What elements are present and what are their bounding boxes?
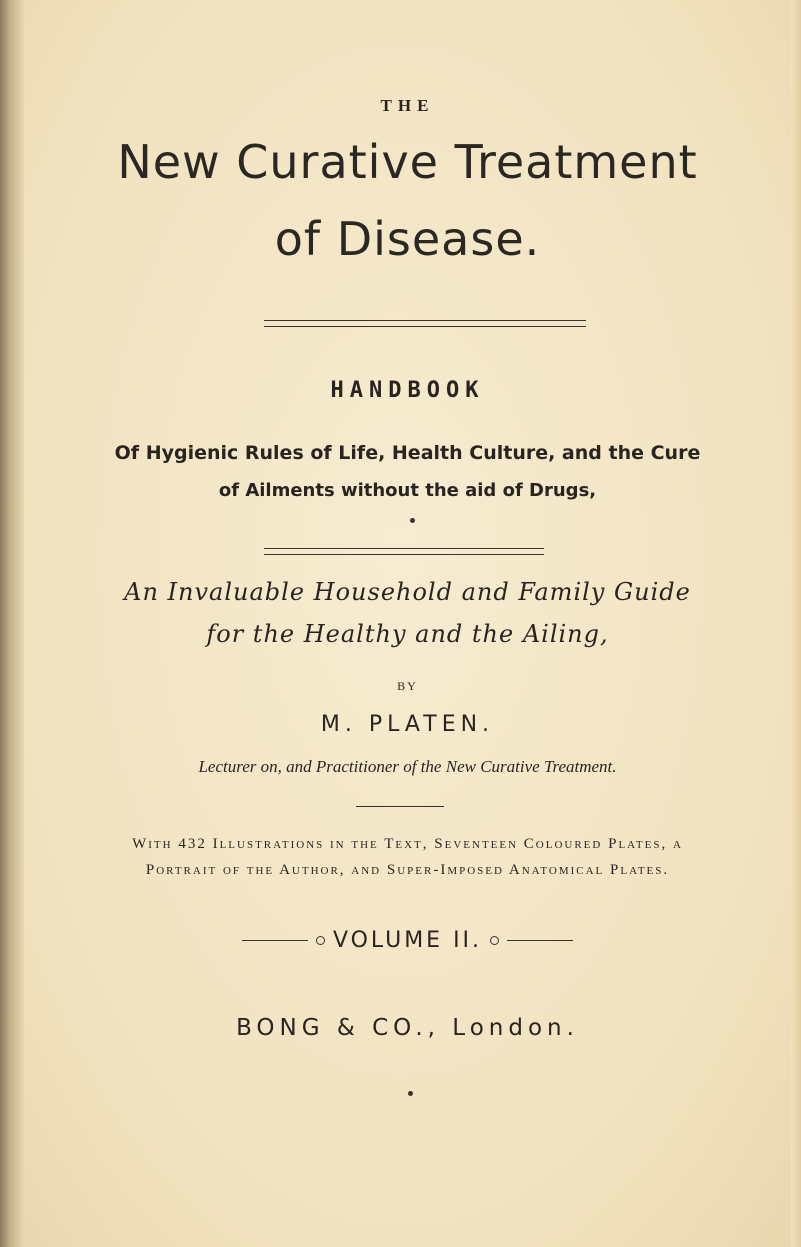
ornament-dot-bottom	[408, 1091, 413, 1096]
volume-rule-left	[242, 940, 308, 941]
volume-ornament-left	[316, 936, 325, 945]
book-title-line2: of Disease.	[274, 212, 541, 266]
ornament-dot	[410, 518, 415, 523]
illustrations-line1: With 432 Illustrations in the Text, Seventeen Coloured Plates, a	[132, 836, 683, 852]
subtitle-line1: Of Hygienic Rules of Life, Health Culture, and the Cure	[114, 442, 701, 464]
single-rule	[356, 806, 444, 807]
volume-ornament-right	[490, 936, 499, 945]
by-label: BY	[397, 679, 418, 693]
handbook-heading: HANDBOOK	[330, 378, 485, 403]
illustrations-line2: Portrait of the Author, and Super-Imposed Anatomical Plates.	[145, 862, 670, 878]
volume-label: VOLUME II.	[332, 928, 483, 953]
guide-line2: for the Healthy and the Ailing,	[206, 620, 609, 648]
title-article: THE	[380, 96, 435, 115]
book-title-line1: New Curative Treatment	[117, 135, 698, 189]
author-description: Lecturer on, and Practitioner of the New Curative Treatment.	[198, 757, 617, 776]
double-rule-middle	[264, 548, 544, 555]
page-right-edge	[791, 0, 801, 1247]
double-rule-top	[264, 320, 586, 327]
volume-line	[24, 928, 791, 953]
page-spine-edge	[0, 0, 24, 1247]
subtitle-line2: of Ailments without the aid of Drugs,	[218, 480, 597, 501]
publisher-imprint: BONG & CO., London.	[236, 1015, 579, 1041]
author-name: M. PLATEN.	[320, 712, 495, 737]
volume-rule-right	[507, 940, 573, 941]
guide-line1: An Invaluable Household and Family Guide	[124, 578, 691, 606]
